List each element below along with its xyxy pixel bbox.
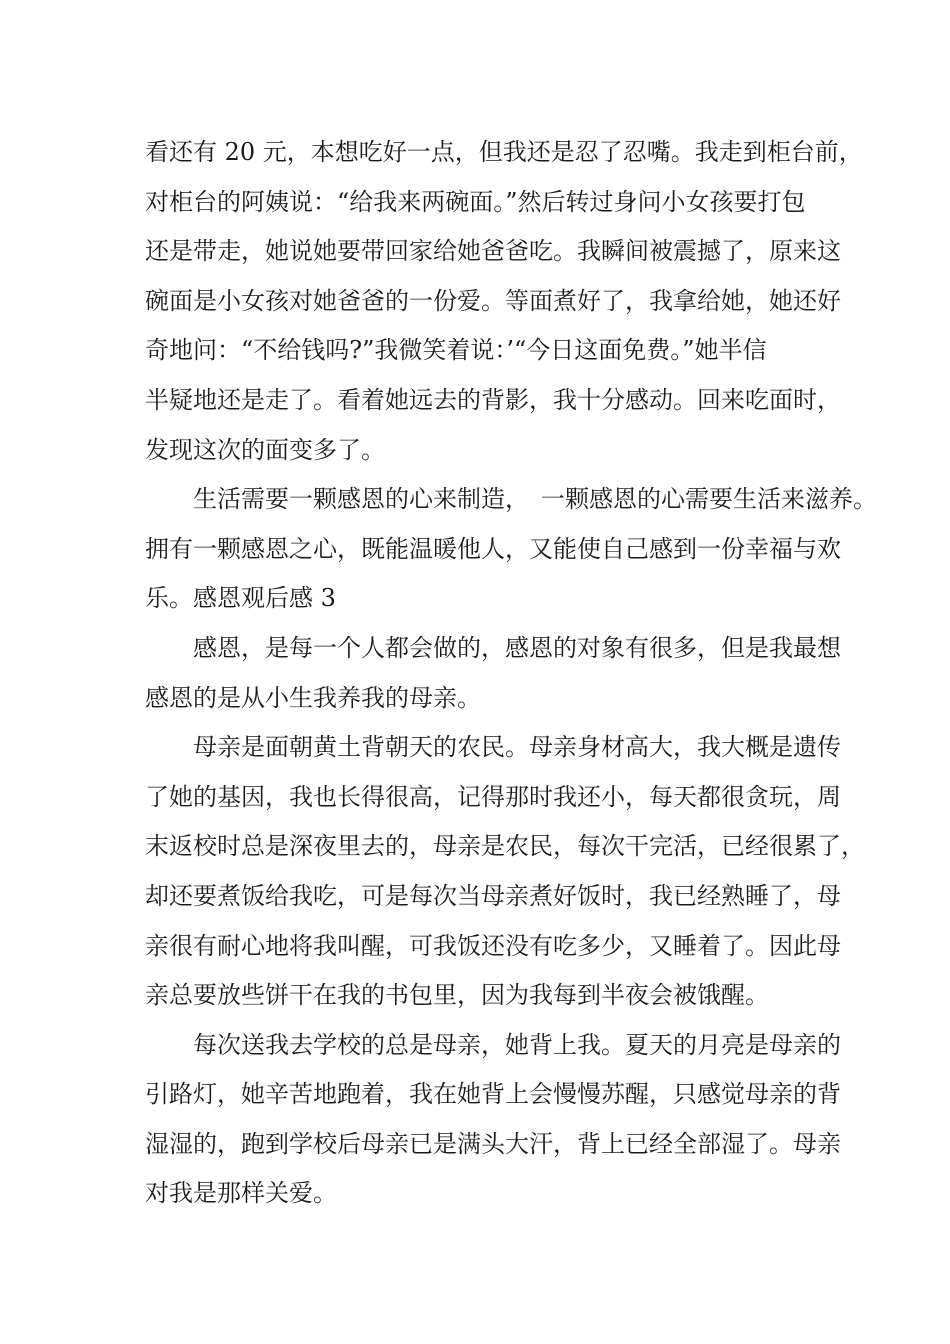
- text-line: 亲很有耐心地将我叫醒，可我饭还没有吃多少，又睡着了。因此母: [145, 931, 841, 960]
- text-line: 乐。感恩观后感 3: [145, 584, 336, 613]
- text-line: 亲总要放些饼干在我的书包里，因为我每到半夜会被饿醒。: [145, 981, 769, 1010]
- text-line: 末返校时总是深夜里去的，母亲是农民，每次干完活，已经很累了，: [145, 832, 865, 861]
- text-line: 了她的基因，我也长得很高，记得那时我还小，每天都很贪玩，周: [145, 782, 841, 811]
- text-line: 碗面是小女孩对她爸爸的一份爱。等面煮好了，我拿给她，她还好: [145, 286, 841, 315]
- text-line: 对柜台的阿姨说：“给我来两碗面。”然后转过身问小女孩要打包: [145, 187, 806, 216]
- text-line: 感恩的是从小生我养我的母亲。: [145, 683, 481, 712]
- text-line: 看还有 20 元，本想吃好一点，但我还是忍了忍嘴。我走到柜台前，: [145, 138, 863, 166]
- text-line: 半疑地还是走了。看着她远去的背影，我十分感动。回来吃面时，: [145, 385, 841, 414]
- paragraph-first-line: 生活需要一颗感恩的心来制造， 一颗感恩的心需要生活来滋养。: [193, 485, 877, 514]
- text-line: 发现这次的面变多了。: [145, 435, 385, 464]
- text-line: 对我是那样关爱。: [145, 1179, 337, 1208]
- text-line: 引路灯，她辛苦地跑着，我在她背上会慢慢苏醒，只感觉母亲的背: [145, 1080, 841, 1109]
- text-line: 还是带走，她说她要带回家给她爸爸吃。我瞬间被震撼了，原来这: [145, 237, 841, 266]
- paragraph-first-line: 母亲是面朝黄土背朝天的农民。母亲身材高大，我大概是遗传: [193, 733, 841, 762]
- text-line: 却还要煮饭给我吃，可是每次当母亲煮好饭时，我已经熟睡了，母: [145, 881, 841, 910]
- text-line: 湿湿的，跑到学校后母亲已是满头大汗，背上已经全部湿了。母亲: [145, 1129, 841, 1158]
- paragraph-first-line: 每次送我去学校的总是母亲，她背上我。夏天的月亮是母亲的: [193, 1030, 841, 1059]
- document-page: [145, 128, 877, 1219]
- paragraph-first-line: 感恩，是每一个人都会做的，感恩的对象有很多，但是我最想: [193, 633, 841, 662]
- text-line: 奇地问：“不给钱吗?”我微笑着说：’“今日这面免费。”她半信: [145, 336, 767, 365]
- text-line: 拥有一颗感恩之心，既能温暖他人，又能使自己感到一份幸福与欢: [145, 534, 841, 563]
